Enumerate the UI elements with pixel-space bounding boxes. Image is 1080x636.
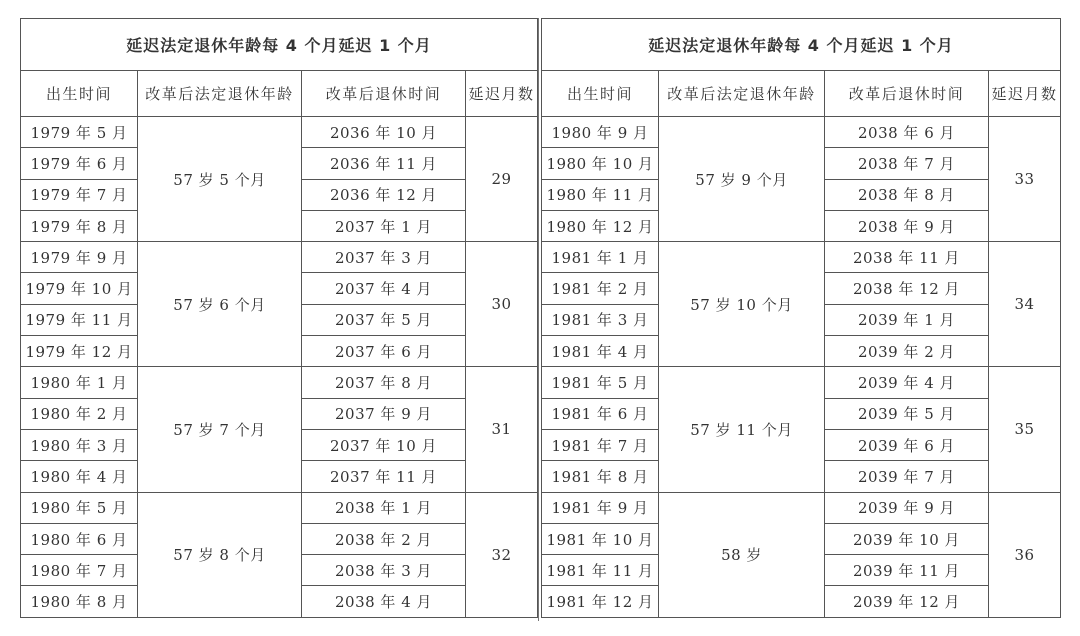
column-header-age: 改革后法定退休年龄 (138, 71, 302, 117)
birth-cell: 1979 年 5 月 (21, 117, 138, 148)
delay-cell: 34 (989, 242, 1061, 367)
retire-cell: 2038 年 1 月 (302, 492, 466, 523)
birth-cell: 1981 年 8 月 (542, 461, 659, 492)
retire-cell: 2039 年 2 月 (825, 336, 989, 367)
birth-cell: 1980 年 9 月 (542, 117, 659, 148)
retire-cell: 2037 年 8 月 (302, 367, 466, 398)
delay-cell: 29 (466, 117, 538, 242)
retire-cell: 2036 年 10 月 (302, 117, 466, 148)
retire-cell: 2038 年 7 月 (825, 148, 989, 179)
birth-cell: 1981 年 7 月 (542, 429, 659, 460)
table-row (542, 367, 1061, 398)
retire-cell: 2036 年 12 月 (302, 179, 466, 210)
retire-cell: 2038 年 3 月 (302, 555, 466, 586)
age-cell: 57 岁 11 个月 (659, 367, 825, 492)
delay-cell: 35 (989, 367, 1061, 492)
delay-cell: 36 (989, 492, 1061, 617)
table-row (542, 117, 1061, 148)
column-header-retire: 改革后退休时间 (825, 71, 989, 117)
column-header-delay: 延迟月数 (466, 71, 538, 117)
birth-cell: 1980 年 10 月 (542, 148, 659, 179)
birth-cell: 1981 年 10 月 (542, 523, 659, 554)
birth-cell: 1980 年 3 月 (21, 429, 138, 460)
table-title: 延迟法定退休年龄每 4 个月延迟 1 个月 (21, 19, 538, 71)
retire-cell: 2039 年 10 月 (825, 523, 989, 554)
birth-cell: 1980 年 11 月 (542, 179, 659, 210)
table-row (21, 242, 538, 273)
retire-cell: 2039 年 5 月 (825, 398, 989, 429)
birth-cell: 1979 年 12 月 (21, 336, 138, 367)
birth-cell: 1981 年 4 月 (542, 336, 659, 367)
birth-cell: 1981 年 6 月 (542, 398, 659, 429)
birth-cell: 1980 年 7 月 (21, 555, 138, 586)
retire-cell: 2037 年 3 月 (302, 242, 466, 273)
age-cell: 57 岁 5 个月 (138, 117, 302, 242)
birth-cell: 1979 年 10 月 (21, 273, 138, 304)
birth-cell: 1980 年 2 月 (21, 398, 138, 429)
retirement-table-left (20, 18, 538, 618)
column-header-delay: 延迟月数 (989, 71, 1061, 117)
birth-cell: 1981 年 12 月 (542, 586, 659, 617)
delay-cell: 31 (466, 367, 538, 492)
birth-cell: 1980 年 1 月 (21, 367, 138, 398)
birth-cell: 1979 年 9 月 (21, 242, 138, 273)
retire-cell: 2038 年 2 月 (302, 523, 466, 554)
retire-cell: 2037 年 9 月 (302, 398, 466, 429)
table-row (21, 492, 538, 523)
retire-cell: 2039 年 9 月 (825, 492, 989, 523)
retire-cell: 2038 年 9 月 (825, 210, 989, 241)
birth-cell: 1980 年 8 月 (21, 586, 138, 617)
birth-cell: 1981 年 1 月 (542, 242, 659, 273)
birth-cell: 1980 年 12 月 (542, 210, 659, 241)
delay-cell: 32 (466, 492, 538, 617)
column-header-retire: 改革后退休时间 (302, 71, 466, 117)
birth-cell: 1981 年 5 月 (542, 367, 659, 398)
retire-cell: 2037 年 4 月 (302, 273, 466, 304)
birth-cell: 1981 年 9 月 (542, 492, 659, 523)
birth-cell: 1980 年 5 月 (21, 492, 138, 523)
retire-cell: 2037 年 1 月 (302, 210, 466, 241)
age-cell: 58 岁 (659, 492, 825, 617)
retire-cell: 2038 年 8 月 (825, 179, 989, 210)
retire-cell: 2037 年 11 月 (302, 461, 466, 492)
age-cell: 57 岁 10 个月 (659, 242, 825, 367)
retire-cell: 2037 年 10 月 (302, 429, 466, 460)
birth-cell: 1979 年 8 月 (21, 210, 138, 241)
delay-cell: 30 (466, 242, 538, 367)
retire-cell: 2037 年 5 月 (302, 304, 466, 335)
birth-cell: 1979 年 11 月 (21, 304, 138, 335)
age-cell: 57 岁 9 个月 (659, 117, 825, 242)
retire-cell: 2038 年 12 月 (825, 273, 989, 304)
retire-cell: 2038 年 6 月 (825, 117, 989, 148)
retire-cell: 2039 年 4 月 (825, 367, 989, 398)
retire-cell: 2039 年 1 月 (825, 304, 989, 335)
birth-cell: 1981 年 2 月 (542, 273, 659, 304)
retire-cell: 2039 年 6 月 (825, 429, 989, 460)
birth-cell: 1979 年 7 月 (21, 179, 138, 210)
birth-cell: 1981 年 11 月 (542, 555, 659, 586)
birth-cell: 1980 年 6 月 (21, 523, 138, 554)
retire-cell: 2038 年 11 月 (825, 242, 989, 273)
column-header-age: 改革后法定退休年龄 (659, 71, 825, 117)
age-cell: 57 岁 8 个月 (138, 492, 302, 617)
retire-cell: 2039 年 7 月 (825, 461, 989, 492)
table-row (21, 117, 538, 148)
birth-cell: 1979 年 6 月 (21, 148, 138, 179)
age-cell: 57 岁 6 个月 (138, 242, 302, 367)
retire-cell: 2039 年 11 月 (825, 555, 989, 586)
age-cell: 57 岁 7 个月 (138, 367, 302, 492)
column-header-birth: 出生时间 (21, 71, 138, 117)
column-header-birth: 出生时间 (542, 71, 659, 117)
table-row (21, 367, 538, 398)
table-row (542, 242, 1061, 273)
birth-cell: 1981 年 3 月 (542, 304, 659, 335)
retire-cell: 2037 年 6 月 (302, 336, 466, 367)
table-row (542, 492, 1061, 523)
retire-cell: 2036 年 11 月 (302, 148, 466, 179)
delay-cell: 33 (989, 117, 1061, 242)
birth-cell: 1980 年 4 月 (21, 461, 138, 492)
retire-cell: 2038 年 4 月 (302, 586, 466, 617)
table-divider (538, 18, 539, 621)
table-title: 延迟法定退休年龄每 4 个月延迟 1 个月 (542, 19, 1061, 71)
retire-cell: 2039 年 12 月 (825, 586, 989, 617)
retirement-table-right (541, 18, 1061, 618)
